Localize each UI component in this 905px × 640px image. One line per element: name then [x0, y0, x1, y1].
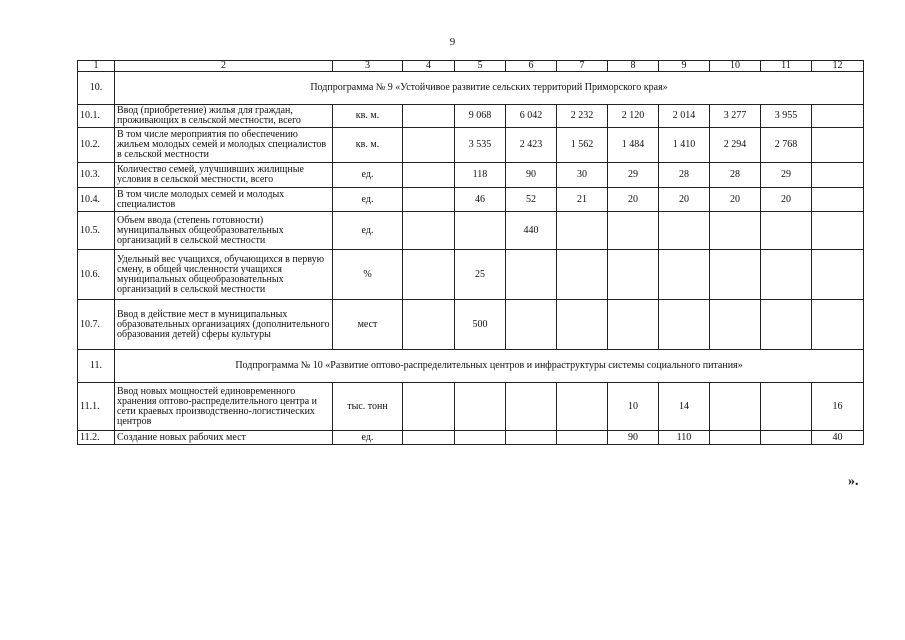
value-cell: [710, 383, 761, 431]
table-row: [78, 128, 864, 163]
value-cell: [710, 212, 761, 250]
value-cell: [403, 105, 455, 128]
value-cell: [557, 250, 608, 300]
value-cell: [761, 212, 812, 250]
indicator-name: Ввод новых мощностей единовременного хранения оптово-распределительного центра и сети краевых производственно-логистических центров: [115, 383, 333, 431]
value-cell: 440: [506, 212, 557, 250]
unit-cell: тыс. тонн: [333, 383, 403, 431]
table-row: [78, 188, 864, 212]
row-number: 10.1.: [78, 105, 115, 128]
value-cell: 1 562: [557, 128, 608, 163]
unit-cell: ед.: [333, 163, 403, 188]
value-cell: 40: [812, 431, 864, 445]
subprogram-title: Подпрограмма № 10 «Развитие оптово-распределительных центров и инфраструктуры системы социального питания»: [115, 350, 864, 383]
value-cell: 16: [812, 383, 864, 431]
value-cell: [710, 300, 761, 350]
value-cell: [812, 163, 864, 188]
page-number: 9: [449, 36, 456, 48]
value-cell: [659, 300, 710, 350]
value-cell: [403, 212, 455, 250]
header-cell: 6: [506, 61, 557, 72]
value-cell: [557, 431, 608, 445]
value-cell: [659, 212, 710, 250]
value-cell: 29: [608, 163, 659, 188]
value-cell: 2 014: [659, 105, 710, 128]
value-cell: 20: [608, 188, 659, 212]
header-cell: 5: [455, 61, 506, 72]
row-number: 11.2.: [78, 431, 115, 445]
value-cell: 10: [608, 383, 659, 431]
value-cell: 3 277: [710, 105, 761, 128]
unit-cell: ед.: [333, 188, 403, 212]
value-cell: [403, 163, 455, 188]
value-cell: 6 042: [506, 105, 557, 128]
value-cell: [608, 300, 659, 350]
table-row: [78, 383, 864, 431]
value-cell: [812, 212, 864, 250]
value-cell: [403, 128, 455, 163]
row-number: 10.2.: [78, 128, 115, 163]
indicator-name: Ввод (приобретение) жилья для граждан, проживающих в сельской местности, всего: [115, 105, 333, 128]
value-cell: 3 955: [761, 105, 812, 128]
header-cell: 3: [333, 61, 403, 72]
value-cell: 30: [557, 163, 608, 188]
value-cell: [403, 188, 455, 212]
value-cell: [710, 250, 761, 300]
value-cell: 2 768: [761, 128, 812, 163]
row-number: 10.7.: [78, 300, 115, 350]
value-cell: [608, 212, 659, 250]
value-cell: [455, 212, 506, 250]
value-cell: [812, 250, 864, 300]
value-cell: 118: [455, 163, 506, 188]
subprogram-row: [78, 72, 864, 105]
value-cell: [557, 300, 608, 350]
row-number: 10.4.: [78, 188, 115, 212]
value-cell: 1 484: [608, 128, 659, 163]
indicator-name: Объем ввода (степень готовности) муниципальных общеобразовательных организаций в сельской местности: [115, 212, 333, 250]
subprogram-row: [78, 350, 864, 383]
header-cell: 10: [710, 61, 761, 72]
value-cell: 52: [506, 188, 557, 212]
value-cell: 2 232: [557, 105, 608, 128]
value-cell: 2 294: [710, 128, 761, 163]
value-cell: [812, 188, 864, 212]
unit-cell: %: [333, 250, 403, 300]
indicator-name: Ввод в действие мест в муниципальных образовательных организациях (дополнительного образования детей) сферы культуры: [115, 300, 333, 350]
value-cell: 1 410: [659, 128, 710, 163]
value-cell: [403, 300, 455, 350]
value-cell: 2 423: [506, 128, 557, 163]
value-cell: [506, 383, 557, 431]
value-cell: [659, 250, 710, 300]
value-cell: 25: [455, 250, 506, 300]
value-cell: 20: [761, 188, 812, 212]
value-cell: 28: [710, 163, 761, 188]
header-cell: 7: [557, 61, 608, 72]
table-row: [78, 300, 864, 350]
indicator-name: Количество семей, улучшивших жилищные условия в сельской местности, всего: [115, 163, 333, 188]
value-cell: [710, 431, 761, 445]
unit-cell: мест: [333, 300, 403, 350]
unit-cell: ед.: [333, 431, 403, 445]
unit-cell: кв. м.: [333, 105, 403, 128]
value-cell: 500: [455, 300, 506, 350]
value-cell: 28: [659, 163, 710, 188]
header-cell: 12: [812, 61, 864, 72]
value-cell: [403, 383, 455, 431]
value-cell: [455, 383, 506, 431]
table-row: [78, 212, 864, 250]
value-cell: 21: [557, 188, 608, 212]
value-cell: [506, 250, 557, 300]
row-number: 10.5.: [78, 212, 115, 250]
indicator-name: Удельный вес учащихся, обучающихся в первую смену, в общей численности учащихся муниципальных общеобразовательных организаций в сельской местности: [115, 250, 333, 300]
header-cell: 4: [403, 61, 455, 72]
header-cell: 2: [115, 61, 333, 72]
value-cell: [761, 250, 812, 300]
subprogram-title: Подпрограмма № 9 «Устойчивое развитие сельских территорий Приморского края»: [115, 72, 864, 105]
indicator-name: В том числе мероприятия по обеспечению жильем молодых семей и молодых специалистов в сельской местности: [115, 128, 333, 163]
row-number: 10.3.: [78, 163, 115, 188]
table-row: [78, 250, 864, 300]
row-number: 10.6.: [78, 250, 115, 300]
value-cell: [557, 383, 608, 431]
value-cell: 20: [710, 188, 761, 212]
value-cell: 90: [608, 431, 659, 445]
value-cell: [403, 250, 455, 300]
header-cell: 1: [78, 61, 115, 72]
closing-quote-mark: ».: [848, 474, 859, 489]
value-cell: [812, 128, 864, 163]
value-cell: 110: [659, 431, 710, 445]
unit-cell: кв. м.: [333, 128, 403, 163]
value-cell: [557, 212, 608, 250]
row-number: 11.1.: [78, 383, 115, 431]
value-cell: [761, 300, 812, 350]
value-cell: 14: [659, 383, 710, 431]
table-row: [78, 163, 864, 188]
row-number: 10.: [78, 72, 115, 105]
value-cell: [812, 300, 864, 350]
value-cell: [455, 431, 506, 445]
header-row: [78, 61, 864, 72]
value-cell: [608, 250, 659, 300]
indicator-name: Создание новых рабочих мест: [115, 431, 333, 445]
value-cell: 2 120: [608, 105, 659, 128]
value-cell: 90: [506, 163, 557, 188]
indicator-name: В том числе молодых семей и молодых специалистов: [115, 188, 333, 212]
value-cell: [506, 300, 557, 350]
row-number: 11.: [78, 350, 115, 383]
header-cell: 9: [659, 61, 710, 72]
value-cell: 3 535: [455, 128, 506, 163]
table-row: [78, 105, 864, 128]
value-cell: [761, 431, 812, 445]
unit-cell: ед.: [333, 212, 403, 250]
value-cell: 46: [455, 188, 506, 212]
value-cell: 29: [761, 163, 812, 188]
value-cell: [761, 383, 812, 431]
header-cell: 8: [608, 61, 659, 72]
header-cell: 11: [761, 61, 812, 72]
value-cell: [812, 105, 864, 128]
value-cell: [403, 431, 455, 445]
value-cell: [506, 431, 557, 445]
indicators-table: [77, 60, 864, 445]
value-cell: 20: [659, 188, 710, 212]
value-cell: 9 068: [455, 105, 506, 128]
table-row: [78, 431, 864, 445]
